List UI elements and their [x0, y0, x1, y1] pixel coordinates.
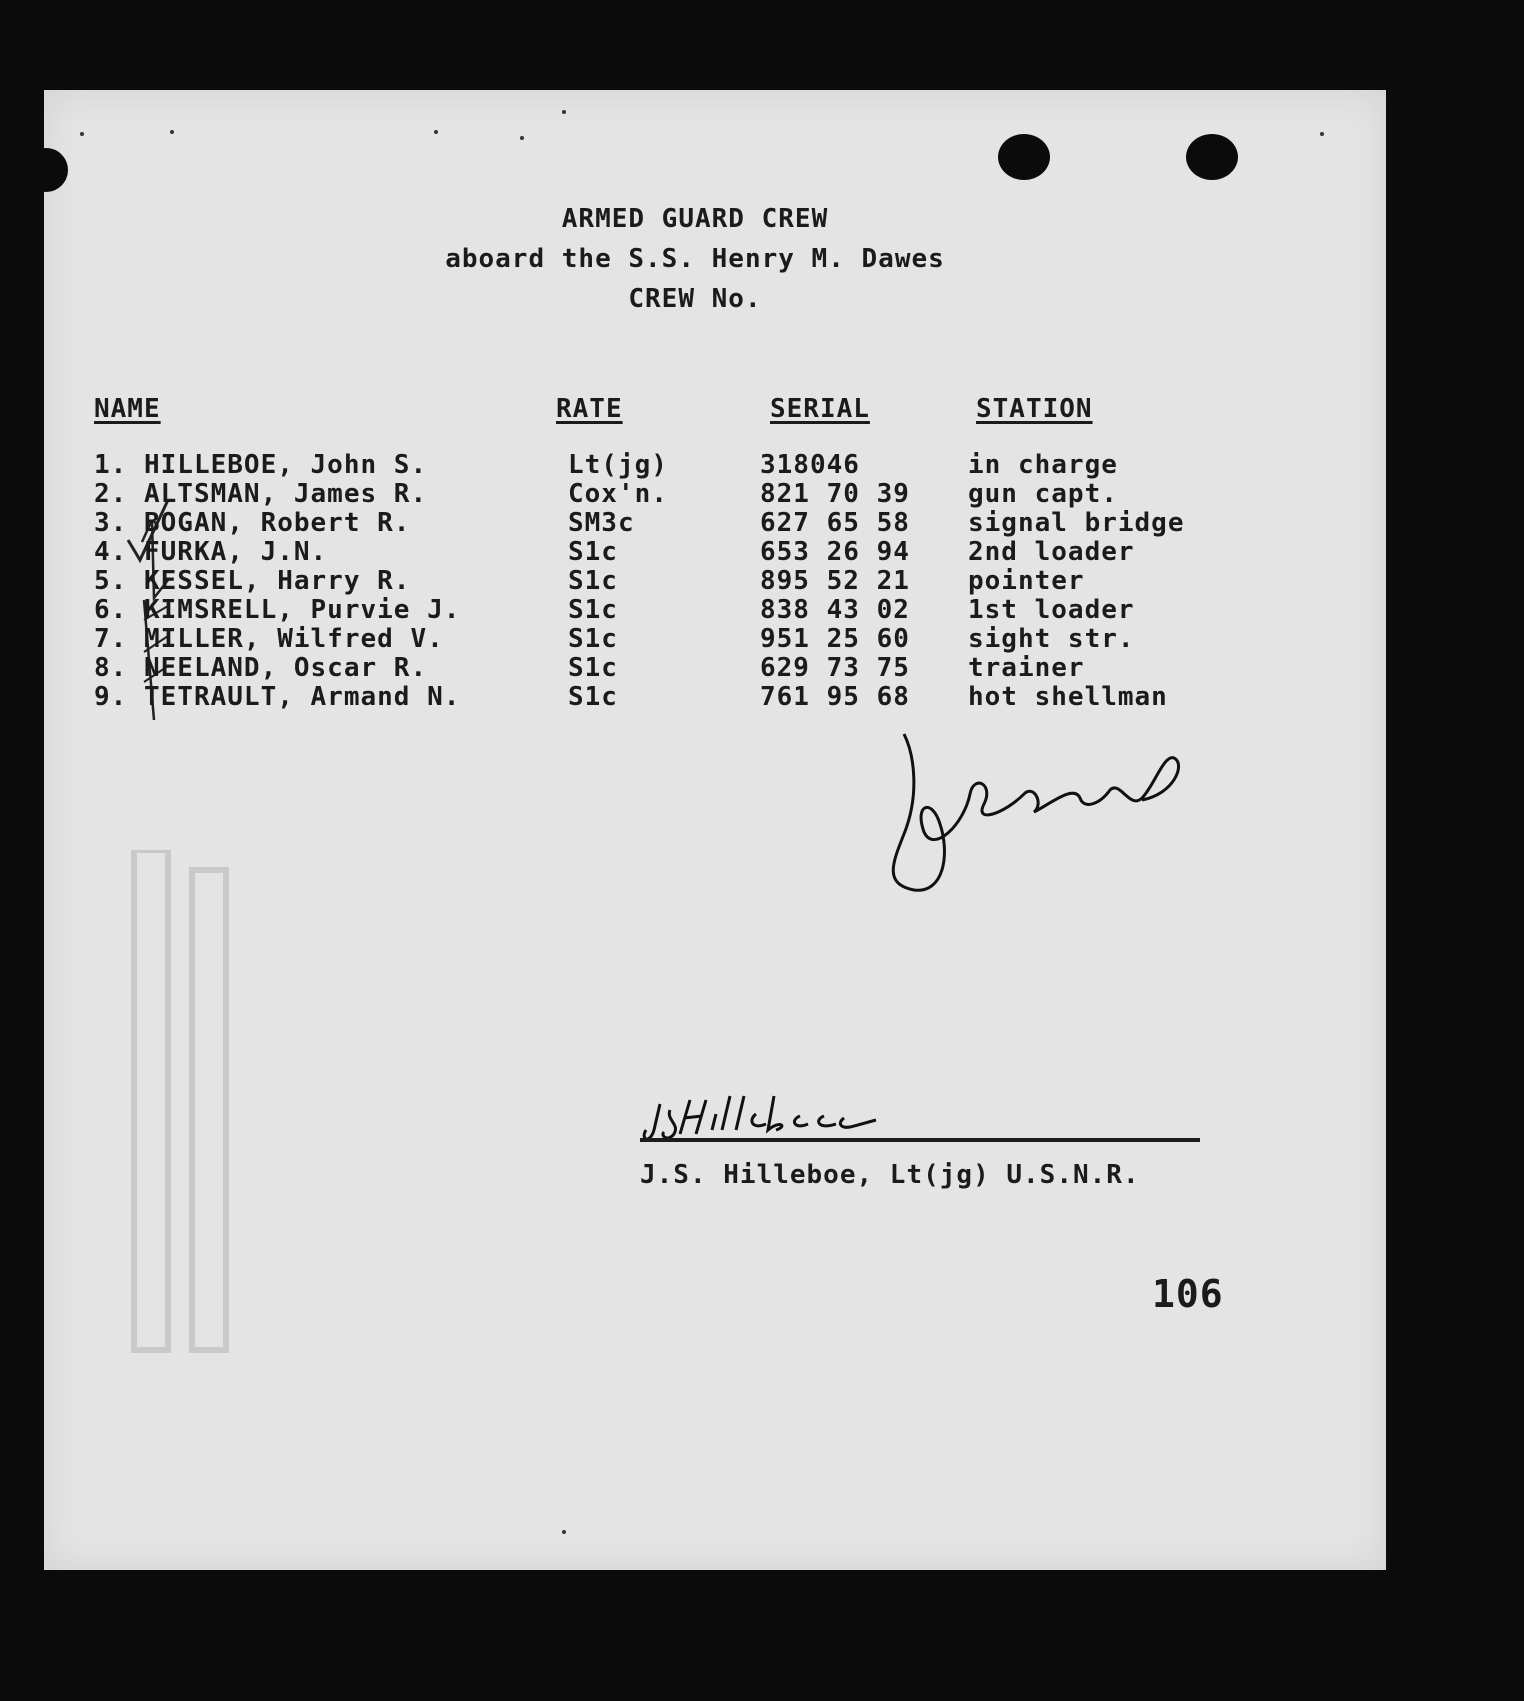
crew-name: FURKA, J.N. — [144, 537, 328, 567]
crew-station: signal bridge — [968, 508, 1185, 538]
crew-rate: Lt(jg) — [568, 450, 668, 480]
signature-block: J.S. Hilleboe, Lt(jg) U.S.N.R. — [640, 1160, 1140, 1190]
crew-name: KIMSRELL, Purvie J. — [144, 595, 461, 625]
crew-number: 1. — [94, 450, 128, 480]
crew-name: ALTSMAN, James R. — [144, 479, 428, 509]
crew-serial: 838 43 02 — [760, 595, 910, 625]
crew-serial: 895 52 21 — [760, 566, 910, 596]
crew-name: KESSEL, Harry R. — [144, 566, 411, 596]
crew-number-label: CREW No. — [628, 284, 762, 314]
crew-rate: S1c — [568, 566, 618, 596]
crew-station: gun capt. — [968, 479, 1118, 509]
handwritten-initials — [874, 714, 1194, 914]
crew-serial: 627 65 58 — [760, 508, 910, 538]
crew-rate: S1c — [568, 682, 618, 712]
crew-station: in charge — [968, 450, 1118, 480]
crew-station: trainer — [968, 653, 1085, 683]
document-subtitle: aboard the S.S. Henry M. Dawes — [445, 244, 945, 274]
crew-rate: SM3c — [568, 508, 635, 538]
crew-serial: 951 25 60 — [760, 624, 910, 654]
crew-number: 5. — [94, 566, 128, 596]
punch-hole — [998, 134, 1050, 180]
crew-rate: S1c — [568, 537, 618, 567]
crew-name: HILLEBOE, John S. — [144, 450, 428, 480]
crew-serial: 318046 — [760, 450, 860, 480]
faded-stamp-mark — [114, 850, 244, 1370]
document-title: ARMED GUARD CREW — [561, 204, 829, 234]
crew-station: hot shellman — [968, 682, 1168, 712]
crew-number: 2. — [94, 479, 128, 509]
column-header-name: NAME — [94, 394, 161, 424]
crew-number: 8. — [94, 653, 128, 683]
speck — [434, 130, 438, 134]
crew-serial: 629 73 75 — [760, 653, 910, 683]
crew-name: TETRAULT, Armand N. — [144, 682, 461, 712]
crew-station: 2nd loader — [968, 537, 1135, 567]
crew-name: BOGAN, Robert R. — [144, 508, 411, 538]
crew-name: NEELAND, Oscar R. — [144, 653, 428, 683]
crew-number: 7. — [94, 624, 128, 654]
crew-number: 6. — [94, 595, 128, 625]
crew-rate: S1c — [568, 595, 618, 625]
speck — [520, 136, 524, 140]
crew-station: pointer — [968, 566, 1085, 596]
speck — [562, 110, 566, 114]
speck — [1320, 132, 1324, 136]
crew-rate: Cox'n. — [568, 479, 668, 509]
punch-hole — [1186, 134, 1238, 180]
crew-station: sight str. — [968, 624, 1135, 654]
crew-rate: S1c — [568, 653, 618, 683]
signature-line — [640, 1138, 1200, 1142]
column-header-rate: RATE — [556, 394, 623, 424]
crew-serial: 653 26 94 — [760, 537, 910, 567]
speck — [562, 1530, 566, 1534]
paper-sheet — [44, 90, 1386, 1570]
speck — [80, 132, 84, 136]
crew-serial: 821 70 39 — [760, 479, 910, 509]
crew-number: 9. — [94, 682, 128, 712]
speck — [170, 130, 174, 134]
crew-serial: 761 95 68 — [760, 682, 910, 712]
crew-rate: S1c — [568, 624, 618, 654]
crew-name: MILLER, Wilfred V. — [144, 624, 444, 654]
crew-station: 1st loader — [968, 595, 1135, 625]
column-header-serial: SERIAL — [770, 394, 870, 424]
crew-number: 3. — [94, 508, 128, 538]
edge-notch — [24, 148, 68, 192]
column-header-station: STATION — [976, 394, 1093, 424]
page-number: 106 — [1152, 1272, 1224, 1316]
crew-number: 4. — [94, 537, 128, 567]
